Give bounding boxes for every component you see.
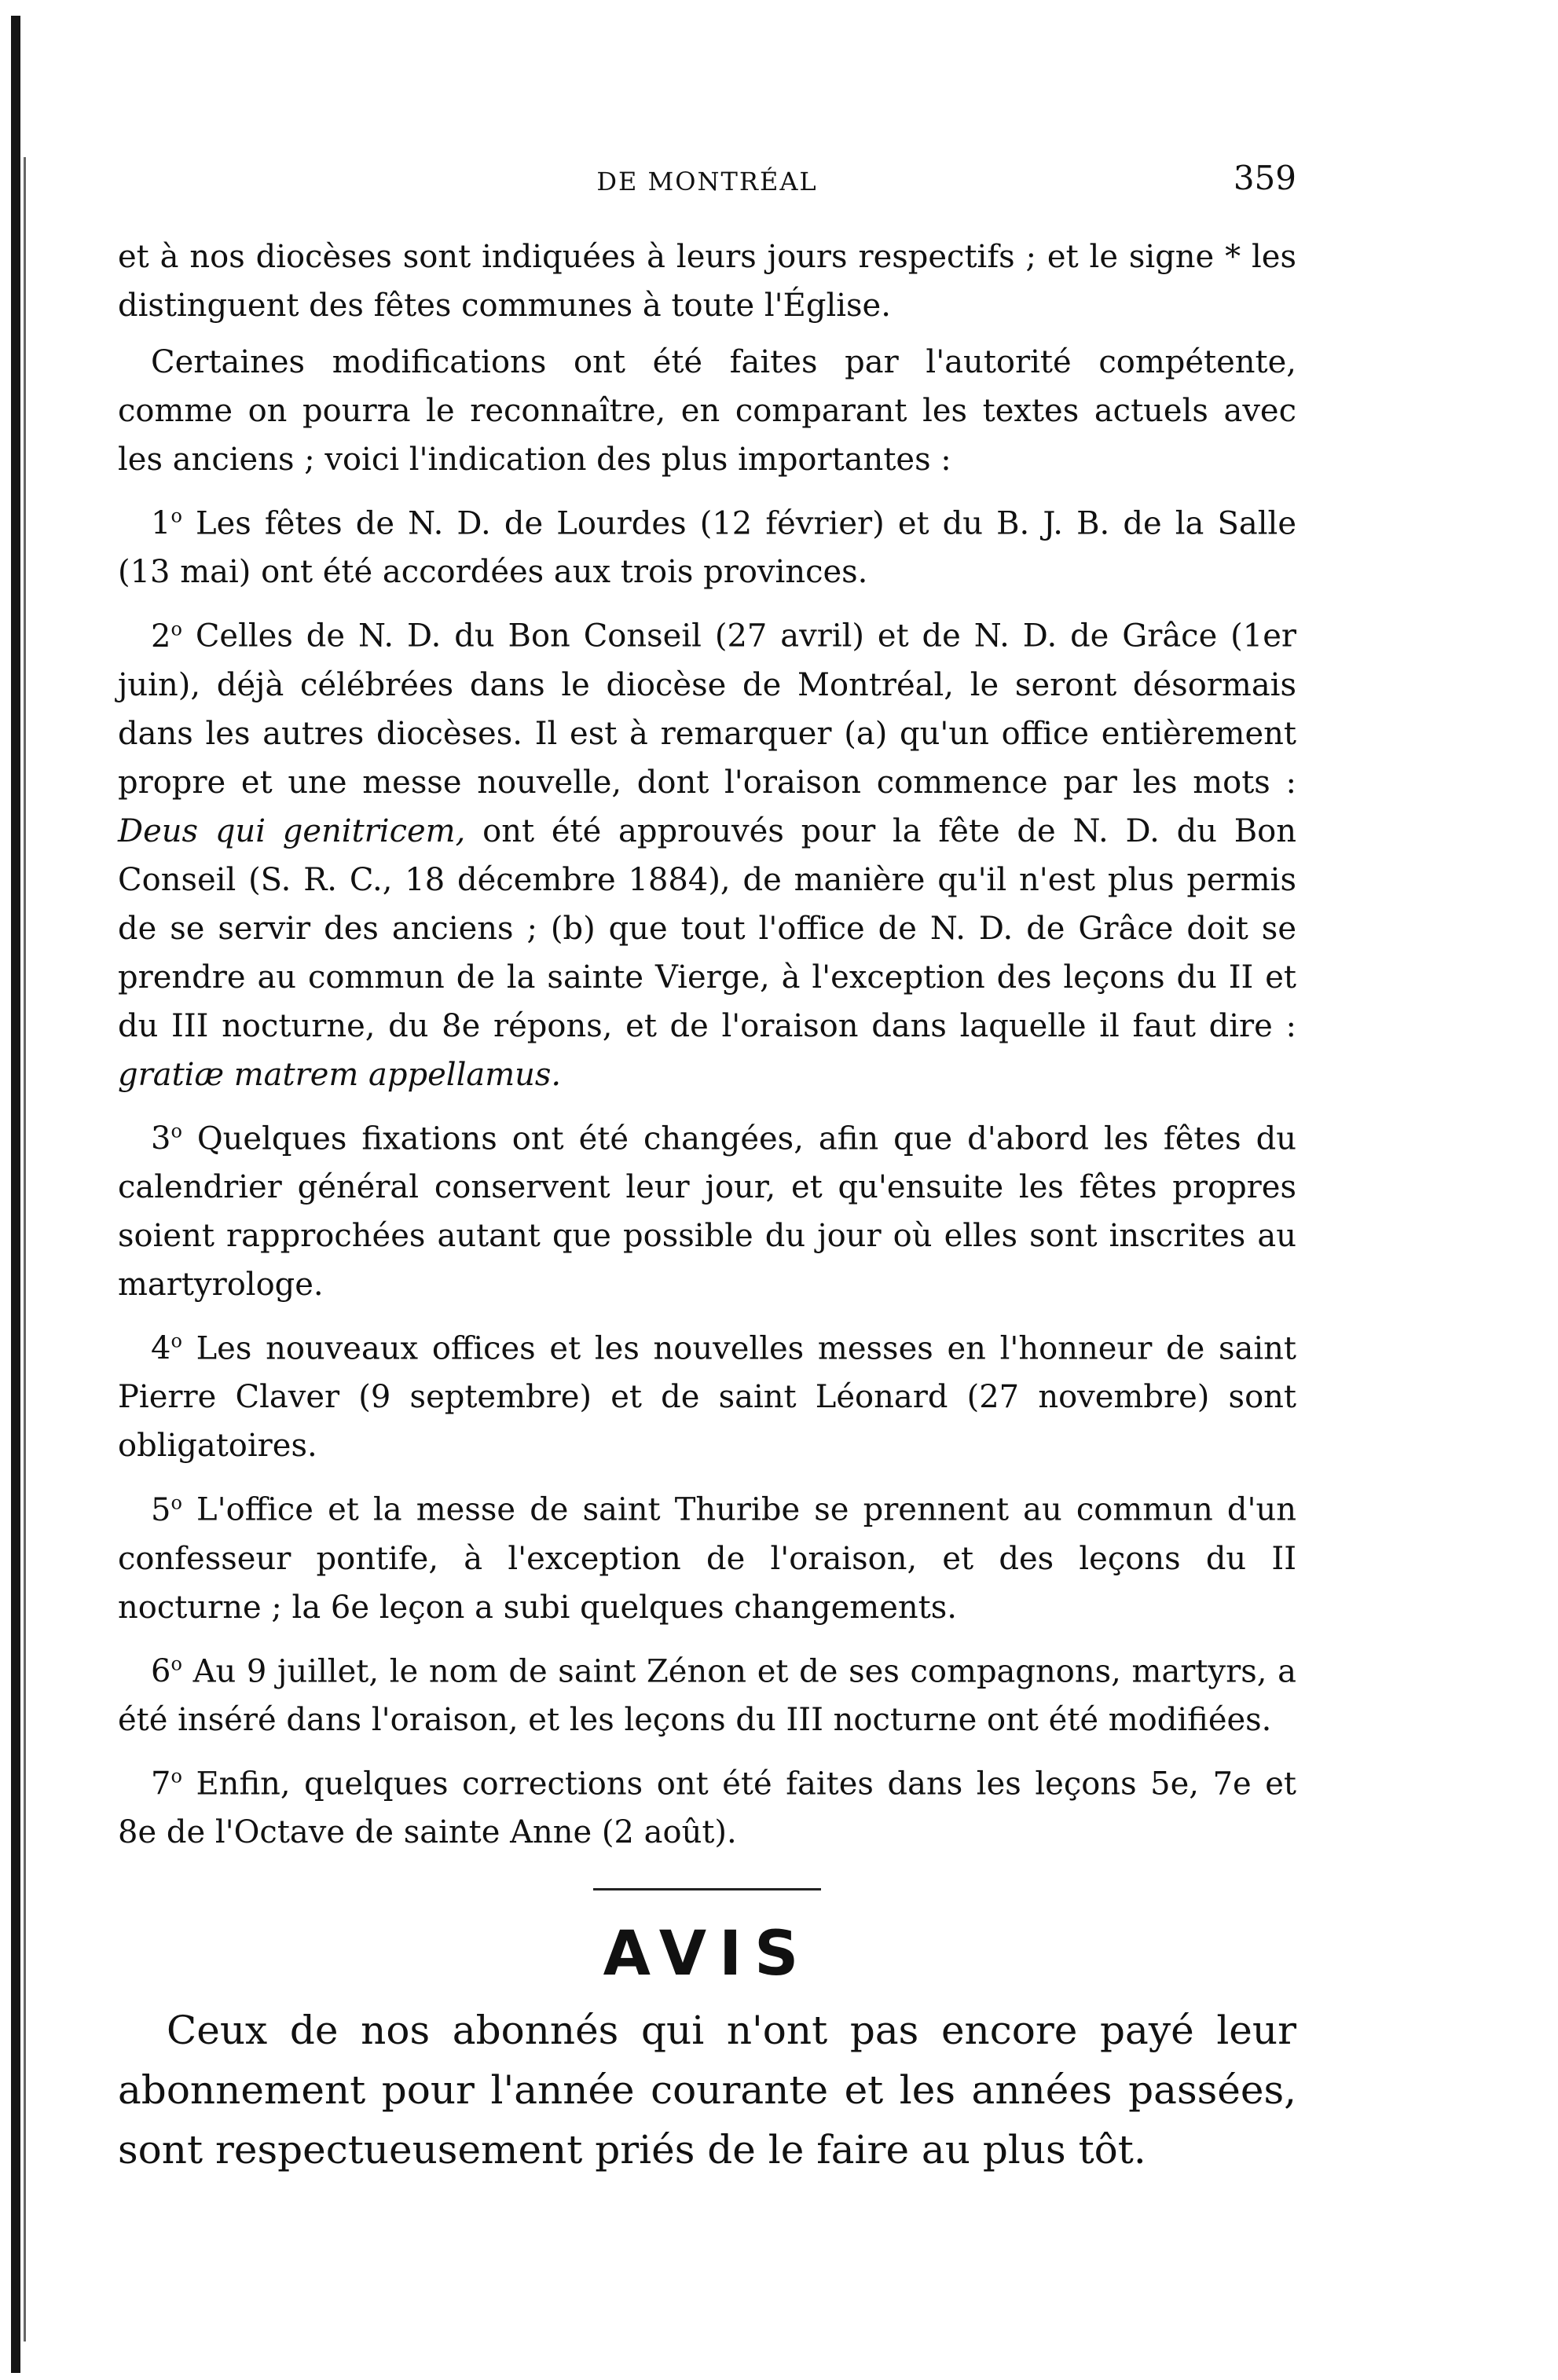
item-number: 1$^o$ bbox=[151, 505, 182, 542]
item-number: 3$^o$ bbox=[151, 1120, 182, 1157]
section-divider bbox=[593, 1888, 821, 1890]
item-text: Enfin, quelques corrections ont été faites dans les leçons 5e, 7e et 8e de l'Octave de sainte Anne (2 août). bbox=[118, 1766, 1296, 1851]
page bbox=[118, 157, 1296, 2180]
paragraph-continuation: et à nos diocèses sont indiquées à leurs jours respectifs ; et le signe * les distinguent des fêtes communes à toute l'Église. bbox=[118, 239, 1296, 324]
item-number: 7$^o$ bbox=[151, 1765, 182, 1802]
running-head bbox=[118, 157, 1296, 204]
list-item-4 bbox=[118, 1317, 1296, 1470]
item-number: 5$^o$ bbox=[151, 1491, 182, 1528]
list-item-1 bbox=[118, 492, 1296, 596]
list-item-5 bbox=[118, 1478, 1296, 1631]
item-text-part-b: ont été approuvés pour la fête de N. D. du Bon Conseil (S. R. C., 18 décembre 1884), de manière qu'il n'est plus permis de se servir des anciens ; (b) que tout l'office de N. D. de Grâce doit se prendre au commun de la sainte Vierge, à l'exception des leçons du II et du III nocturne, du 8e répons, et de l'oraison dans laquelle il faut dire : bbox=[118, 812, 1296, 1044]
item-text: Les nouveaux offices et les nouvelles messes en l'honneur de saint Pierre Claver (9 septembre) et de saint Léonard (27 novembre) sont obligatoires. bbox=[118, 1330, 1296, 1465]
page-number: 359 bbox=[1233, 159, 1296, 197]
item-latin-phrase-b: gratiæ matrem appellamus. bbox=[118, 1056, 562, 1093]
list-item-6 bbox=[118, 1640, 1296, 1744]
item-number: 2$^o$ bbox=[151, 618, 182, 655]
notice-body: Ceux de nos abonnés qui n'ont pas encore payé leur abonnement pour l'année courante et les années passées, sont respectueusement priés de le faire au plus tôt. bbox=[118, 2008, 1296, 2173]
item-latin-phrase-a: Deus qui genitricem, bbox=[118, 812, 466, 849]
item-text: Au 9 juillet, le nom de saint Zénon et de ses compagnons, martyrs, a été inséré dans l'oraison, et les leçons du III nocturne ont été modifiées. bbox=[118, 1652, 1296, 1738]
list-item-7 bbox=[118, 1752, 1296, 1857]
item-number: 6$^o$ bbox=[151, 1652, 182, 1689]
list-item-2 bbox=[118, 604, 1296, 1098]
item-text-part-a: Celles de N. D. du Bon Conseil (27 avril) et de N. D. de Grâce (1er juin), déjà célébrées dans le diocèse de Montréal, le seront désormais dans les autres diocèses. Il est à remarquer (a) qu'un office entièrement propre et une messe nouvelle, dont l'oraison commence par les mots : bbox=[118, 618, 1296, 801]
item-text: L'office et la messe de saint Thuribe se prennent au commun d'un confesseur pontife, à l'exception de l'oraison, et des leçons du II nocturne ; la 6e leçon a subi quelques changements. bbox=[118, 1491, 1296, 1626]
running-title: DE MONTRÉAL bbox=[596, 167, 818, 196]
item-text: Les fêtes de N. D. de Lourdes (12 février) et du B. J. B. de la Salle (13 mai) ont été accordées aux trois provinces. bbox=[118, 505, 1296, 591]
item-number: 4$^o$ bbox=[151, 1329, 182, 1367]
notice-title: AVIS bbox=[603, 1919, 812, 1990]
paragraph-intro: Certaines modifications ont été faites par l'autorité compétente, comme on pourra le reconnaître, en comparant les textes actuels avec les anciens ; voici l'indication des plus importantes : bbox=[118, 344, 1296, 478]
item-text: Quelques fixations ont été changées, afin que d'abord les fêtes du calendrier général conservent leur jour, et qu'ensuite les fêtes propres soient rapprochées autant que possible du jour où elles sont inscrites au martyrologe. bbox=[118, 1120, 1296, 1303]
scan-edge bbox=[11, 16, 20, 2373]
list-item-3 bbox=[118, 1107, 1296, 1309]
scan-edge-shadow bbox=[24, 157, 26, 2341]
